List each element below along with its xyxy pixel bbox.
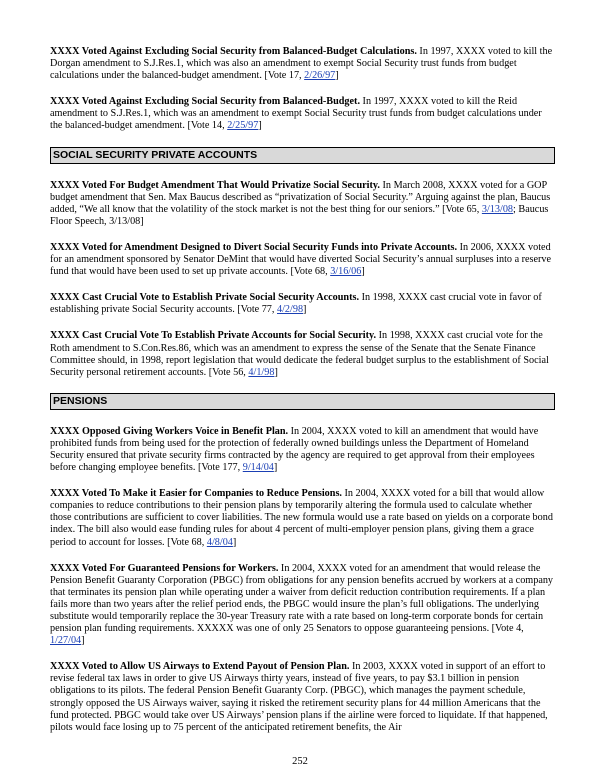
entry-tail: ]: [232, 536, 237, 548]
vote-entry: [50, 46, 555, 82]
page-number: 252: [292, 756, 308, 767]
entry-tail: ]: [274, 366, 278, 378]
entry-text: In 2004, XXXX voted for an amendment that would release the Pension Benefit Guaranty Corporation (PBGC) from obligations for any pension benefits accrued by workers at a company that terminates its pension plan while operating under a waiver from deficit reduction contribution requirements. If a plan fails more than two years after the relief period ends, the PBGC would insure the plan’s full obligations. The underlying substitute would temporarily replace the 30-year Treasury rate with a rate based on long-term corporate bonds for certain pension plan funding requirements. XXXXX was one of only 25 Senators to oppose guaranteeing pensions. [Vote 4,: [50, 562, 554, 635]
entry-text: In 1998, XXXX cast crucial vote in favor of establishing private Social Security accounts. [Vote 77,: [50, 292, 542, 316]
vote-entry: [50, 488, 555, 548]
vote-date-link[interactable]: 2/26/97: [304, 70, 336, 82]
entry-heading: XXXX Voted Against Excluding Social Security from Balanced-Budget.: [50, 96, 360, 108]
entry-heading: XXXX Voted To Make it Easier for Companies to Reduce Pensions.: [50, 488, 342, 500]
vote-entry: [50, 330, 555, 378]
vote-entry: [50, 180, 555, 228]
entry-heading: XXXX Voted For Guaranteed Pensions for Workers.: [50, 562, 279, 574]
entry-text: In 1997, XXXX voted to kill the Reid amendment to S.J.Res.1, which was an amendment to exempt Social Security trust funds from budget calculations under the balanced-budget amendment. [Vote 14,: [50, 96, 542, 132]
entry-heading: XXXX Opposed Giving Workers Voice in Benefit Plan.: [50, 425, 289, 437]
entry-heading: XXXX Voted Against Excluding Social Security from Balanced-Budget Calculations.: [50, 46, 417, 57]
entry-text: In 1998, XXXX cast crucial vote for the Roth amendment to S.Con.Res.86, which was an amendment to express the sense of the Senate that the Senate Finance Committee should, in 1998, report legislation that would dedicate the federal budget surplus to the establishment of Social Security personal retirement accounts. [Vote 56,: [50, 330, 549, 378]
entry-text: In 2004, XXXX voted for a bill that would allow companies to reduce contributions to their pension plans by temporarily altering the formula used to calculate whether those contributions are sufficient to cover liabilities. The new formula would use a rate based on yields on a corporate bond index. The bill also would ease funding rules for about 4 percent of multi-employer pension plans, giving them a grace period to account for losses. [Vote 68,: [50, 488, 553, 548]
section-header-private-accounts: SOCIAL SECURITY PRIVATE ACCOUNTS: [50, 147, 555, 164]
vote-entry: [50, 292, 555, 316]
entry-tail: ]: [335, 70, 339, 82]
vote-date-link[interactable]: 1/27/04: [50, 635, 82, 647]
vote-date-link[interactable]: 4/1/98: [248, 366, 275, 378]
entry-tail: ]: [361, 266, 365, 278]
entry-tail: ; Baucus Floor Speech, 3/13/08]: [50, 203, 549, 227]
vote-entry: [50, 563, 555, 648]
entry-text: In 2003, XXXX voted in support of an effort to revise federal tax laws in order to give US Airways thirty years, instead of five years, to pay $3.1 billion in pension obligations to its pilots. The federal Pension Benefit Guaranty Corp. (PBGC), which manages the payment schedule, strongly opposed the US Airways waiver, saying it risked the retirement security plans for 44 million Americans that the fund protected. PBGC would take over US Airways’ pension plans if the airline were forced to liquidate. If that happened, pilots would face losing up to 75 percent of the anticipated retirement benefits, the Air: [50, 661, 548, 733]
entry-text: In March 2008, XXXX voted for a GOP budget amendment that Sen. Max Baucus described as “privatization of Social Security.” Arguing against the plan, Baucus added, “We all know that the volatility of the stock market is not the best thing for our seniors.” [Vote 65,: [50, 179, 551, 215]
section-header-pensions: PENSIONS: [50, 393, 555, 410]
vote-entry: [50, 661, 555, 734]
entry-tail: ]: [303, 304, 307, 316]
vote-entry: [50, 242, 555, 278]
vote-date-link[interactable]: 3/16/06: [330, 266, 362, 278]
entry-heading: XXXX Voted for Amendment Designed to Divert Social Security Funds into Private Accounts.: [50, 241, 458, 253]
vote-date-link[interactable]: 3/13/08: [481, 203, 514, 215]
entry-heading: XXXX Voted For Budget Amendment That Would Privatize Social Security.: [50, 179, 380, 191]
entry-heading: XXXX Cast Crucial Vote To Establish Private Accounts for Social Security.: [50, 330, 377, 342]
entry-heading: XXXX Voted to Allow US Airways to Extend Payout of Pension Plan.: [50, 661, 350, 673]
entry-heading: XXXX Cast Crucial Vote to Establish Private Social Security Accounts.: [50, 292, 360, 304]
vote-date-link[interactable]: 9/14/04: [242, 462, 274, 474]
entry-tail: ]: [258, 120, 262, 132]
entry-text: In 2004, XXXX voted to kill an amendment that would have prohibited funds from being used for the protection of federally owned buildings unless the Department of Homeland Security ensured that private security firms contracted by the agency are required to get approval from their employees before changing employee benefits. [Vote 177,: [50, 425, 539, 474]
vote-date-link[interactable]: 4/8/04: [206, 536, 233, 548]
vote-date-link[interactable]: 4/2/98: [277, 304, 304, 316]
document-page: [50, 46, 555, 748]
entry-tail: ]: [273, 462, 278, 474]
vote-date-link[interactable]: 2/25/97: [227, 120, 259, 132]
vote-entry: [50, 96, 555, 132]
entry-tail: ]: [81, 635, 85, 647]
entry-text: In 2006, XXXX voted for an amendment sponsored by Senator DeMint that would have diverted Social Security’s annual surpluses into a reserve fund that would have been used to set up private accounts. [Vote 68,: [50, 241, 552, 278]
vote-entry: [50, 426, 555, 474]
entry-text: In 1997, XXXX voted to kill the Dorgan amendment to S.J.Res.1, which was also an amendment to exempt Social Security trust funds from budget calculations under the balanced-budget amendment. [Vote 17,: [50, 46, 553, 82]
